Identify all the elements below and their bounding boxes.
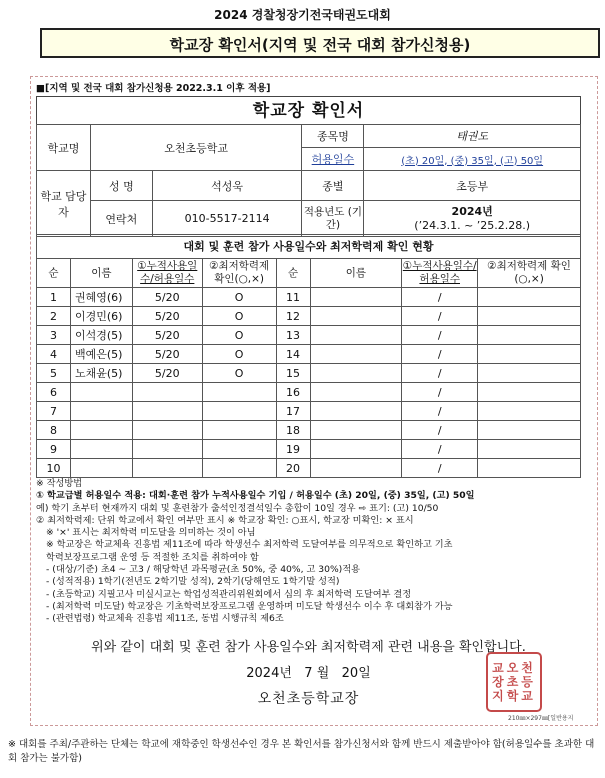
cell-check: O — [202, 345, 276, 364]
cell-check — [478, 326, 581, 345]
seal-line: 지학교 — [492, 689, 536, 703]
cell-check — [478, 307, 581, 326]
cell-check — [202, 459, 276, 478]
cell-check — [202, 421, 276, 440]
sport-value: 태권도 — [364, 125, 581, 148]
cell-name: 이경민(6) — [70, 307, 132, 326]
note-line: ② 최저학력제: 단위 학교에서 확인 여부만 표시 ※ 학교장 확인: ○표시, 학교장 미확인: × 표시 — [36, 514, 414, 526]
document-title: 학교장 확인서 — [36, 96, 581, 124]
cell-no: 18 — [276, 421, 310, 440]
col-name: 이름 — [70, 259, 132, 288]
allowed-days-label: 허용일수 — [302, 148, 364, 171]
cell-no: 10 — [37, 459, 71, 478]
cell-no: 1 — [37, 288, 71, 307]
cell-check — [478, 345, 581, 364]
cell-days: / — [402, 326, 478, 345]
cell-days: / — [402, 440, 478, 459]
col-days: ①누적사용일수/허용일수 — [132, 259, 202, 288]
cell-no: 9 — [37, 440, 71, 459]
cell-name — [310, 383, 402, 402]
cell-name — [310, 364, 402, 383]
cell-check: O — [202, 364, 276, 383]
cell-check — [478, 364, 581, 383]
col-days-right: ①누적사용일수/허용일수 — [402, 259, 478, 288]
cell-check — [202, 440, 276, 459]
cell-days: 5/20 — [132, 307, 202, 326]
table-row — [37, 307, 581, 326]
cell-no: 5 — [37, 364, 71, 383]
col-check-right: ②최저학력제 확인(○,×) — [478, 259, 581, 288]
note-line: - (최저학력 미도달) 학교장은 기초학력보장프로그램 운영하며 미도달 학생선수 이수 후 대회참가 가능 — [46, 600, 453, 612]
usage-table — [36, 258, 581, 478]
cell-name — [310, 326, 402, 345]
cell-days: 5/20 — [132, 288, 202, 307]
cell-days — [132, 383, 202, 402]
official-seal — [486, 652, 542, 712]
cell-name — [310, 402, 402, 421]
cell-no: 12 — [276, 307, 310, 326]
table-row — [37, 288, 581, 307]
manager-name-label: 성 명 — [90, 171, 152, 201]
note-line: ※ 작성방법 — [36, 478, 83, 489]
cell-days: / — [402, 307, 478, 326]
note-line: 학력보장프로그램 운영 등 적절한 조치를 취하여야 함 — [46, 551, 259, 563]
cell-days: / — [402, 421, 478, 440]
cell-days — [132, 402, 202, 421]
cell-no: 6 — [37, 383, 71, 402]
cell-no: 19 — [276, 440, 310, 459]
school-name-value: 오천초등학교 — [90, 125, 302, 171]
cell-check — [478, 421, 581, 440]
cell-check — [478, 288, 581, 307]
cell-name — [310, 421, 402, 440]
cell-check: O — [202, 288, 276, 307]
form-subnote: ■[지역 및 전국 대회 참가신청용 2022.3.1 이후 적용] — [36, 83, 271, 94]
manager-label: 학교 담당자 — [37, 171, 91, 237]
cell-check — [478, 459, 581, 478]
cell-days: / — [402, 345, 478, 364]
cell-name: 권혜영(6) — [70, 288, 132, 307]
table-row — [37, 421, 581, 440]
note-line: ※ 학교장은 학교체육 진흥법 제11조에 따라 학생선수 최저학력 도달여부를 의무적으로 확인하고 기초 — [46, 539, 453, 551]
cell-check — [202, 402, 276, 421]
cell-no: 3 — [37, 326, 71, 345]
cell-days: / — [402, 402, 478, 421]
paper-size-note: 210㎜×297㎜[일반용지 — [508, 715, 574, 722]
cell-no: 14 — [276, 345, 310, 364]
cell-check — [478, 383, 581, 402]
cell-no: 4 — [37, 345, 71, 364]
cell-name — [310, 440, 402, 459]
cell-check — [202, 383, 276, 402]
cell-name — [310, 459, 402, 478]
principal-name: 오천초등학교장 — [257, 691, 360, 707]
table-row — [37, 383, 581, 402]
col-name-right: 이름 — [310, 259, 402, 288]
cell-check — [478, 402, 581, 421]
note-line: - (성적적용) 1학기(전년도 2학기말 성적), 2학기(당해연도 1학기말 성적) — [46, 576, 340, 588]
event-title: 2024 경찰청장기전국태권도대회 — [214, 8, 391, 22]
cell-no: 13 — [276, 326, 310, 345]
category-label: 종별 — [302, 171, 364, 201]
school-name-label: 학교명 — [37, 125, 91, 171]
cell-name — [310, 288, 402, 307]
cell-name — [70, 440, 132, 459]
col-check: ②최저학력제 확인(○,×) — [202, 259, 276, 288]
confirmation-date: 2024년 7 월 20일 — [246, 666, 371, 681]
note-line: ① 학교급별 허용일수 적용: 대회·훈련 참가 누적사용일수 기입 / 허용일수 (초) 20일, (중) 35일, (고) 50일 — [36, 490, 475, 502]
cell-no: 16 — [276, 383, 310, 402]
cell-no: 7 — [37, 402, 71, 421]
cell-no: 2 — [37, 307, 71, 326]
period-value — [364, 201, 581, 237]
cell-check — [478, 440, 581, 459]
instructions — [36, 478, 581, 626]
contact-label: 연락처 — [90, 201, 152, 237]
sport-label: 종목명 — [302, 125, 364, 148]
form-title: 학교장 확인서(지역 및 전국 대회 참가신청용) — [40, 28, 600, 58]
contact-value: 010-5517-2114 — [152, 201, 302, 237]
cell-days — [132, 459, 202, 478]
allowed-days-value: (초) 20일, (중) 35일, (고) 50일 — [364, 148, 581, 171]
table-row — [37, 326, 581, 345]
cell-days: 5/20 — [132, 345, 202, 364]
period-year: 2024년 — [451, 204, 493, 218]
cell-name: 백예은(5) — [70, 345, 132, 364]
school-info-table — [36, 124, 581, 237]
confirmation-statement: 위와 같이 대회 및 훈련 참가 사용일수와 최저학력제 관련 내용을 확인합니다. — [91, 640, 526, 655]
category-value: 초등부 — [364, 171, 581, 201]
cell-name — [70, 402, 132, 421]
col-no-right: 순 — [276, 259, 310, 288]
note-line: - (관련법령) 학교체육 진흥법 제11조, 동법 시행규칙 제6조 — [46, 613, 284, 625]
cell-name — [70, 421, 132, 440]
cell-name — [70, 459, 132, 478]
cell-days: / — [402, 288, 478, 307]
table-row — [37, 345, 581, 364]
period-label: 적용년도 (기간) — [302, 201, 364, 237]
table-row — [37, 440, 581, 459]
table-row — [37, 402, 581, 421]
manager-name-value: 석성욱 — [152, 171, 302, 201]
col-no: 순 — [37, 259, 71, 288]
cell-days — [132, 421, 202, 440]
period-range: (’24.3.1. ~ ’25.2.28.) — [414, 218, 531, 232]
usage-table-title: 대회 및 훈련 참가 사용일수와 최저학력제 확인 현황 — [36, 234, 581, 258]
cell-no: 17 — [276, 402, 310, 421]
cell-check: O — [202, 326, 276, 345]
seal-line: 교오천 — [492, 661, 536, 675]
cell-days: / — [402, 364, 478, 383]
usage-table-header — [37, 259, 581, 288]
seal-line: 장초등 — [492, 675, 536, 689]
cell-days: / — [402, 383, 478, 402]
note-line: - (초등학교) 지필고사 미실시교는 학업성적관리위원회에서 심의 후 최저학력 도달여부 결정 — [46, 588, 412, 600]
cell-no: 20 — [276, 459, 310, 478]
cell-name: 노채윤(5) — [70, 364, 132, 383]
cell-days: 5/20 — [132, 364, 202, 383]
footer-note: ※ 대회를 주최/주관하는 단체는 학교에 재학중인 학생선수인 경우 본 확인서를 참가신청서와 함께 반드시 제출받아야 함(허용일수를 초과한 대회 참가는 불가함) — [8, 739, 595, 764]
cell-days — [132, 440, 202, 459]
note-line: - (대상/기준) 초4 ~ 고3 / 해당학년 과목평균(초 50%, 중 40%, 고 30%)적용 — [46, 564, 361, 576]
cell-no: 8 — [37, 421, 71, 440]
cell-name — [310, 345, 402, 364]
cell-check: O — [202, 307, 276, 326]
cell-days: / — [402, 459, 478, 478]
cell-name — [70, 383, 132, 402]
cell-days: 5/20 — [132, 326, 202, 345]
cell-no: 15 — [276, 364, 310, 383]
note-line: ※ '×' 표시는 최저학력 미도달을 의미하는 것이 아님 — [46, 527, 256, 539]
table-row — [37, 459, 581, 478]
cell-name — [310, 307, 402, 326]
cell-name: 이석경(5) — [70, 326, 132, 345]
table-row — [37, 364, 581, 383]
cell-no: 11 — [276, 288, 310, 307]
note-line: 예) 학기 초부터 현재까지 대회 및 훈련참가 출석인정결석일수 총합이 10일 경우 ⇨ 표기: (고) 10/50 — [36, 502, 439, 514]
